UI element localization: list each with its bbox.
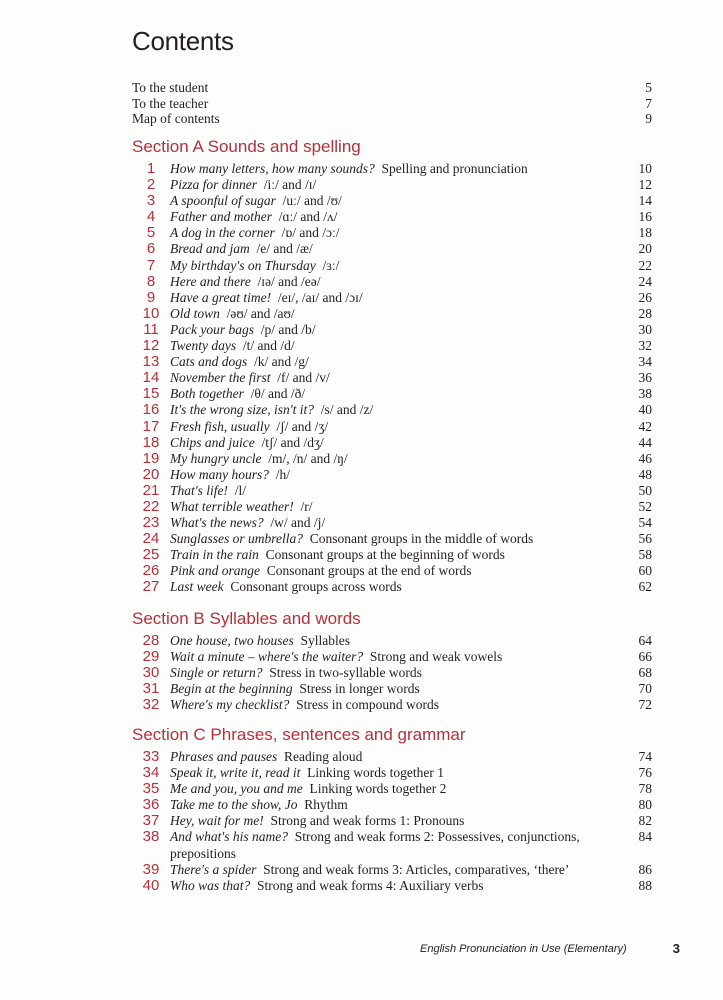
unit-page: 76	[638, 765, 652, 781]
unit-number: 5	[146, 224, 156, 242]
unit-page: 74	[638, 749, 652, 764]
unit-text	[170, 483, 612, 499]
unit-text	[170, 177, 612, 193]
unit-number: 4	[146, 208, 156, 226]
unit-page: 36	[638, 370, 652, 386]
unit-topic: Reading aloud	[284, 749, 363, 764]
unit-title: How many letters, how many sounds?	[170, 161, 375, 176]
unit-text	[170, 862, 612, 878]
unit-topic: Linking words together 1	[307, 765, 444, 781]
unit-topic: /ɪə/ and /eə/	[257, 273, 321, 289]
unit-title: Both together	[170, 386, 244, 402]
unit-page: 48	[638, 466, 652, 482]
unit-title: My hungry uncle	[170, 450, 262, 466]
unit-page: 22	[638, 257, 652, 273]
unit-row[interactable]	[132, 781, 652, 797]
unit-title: What's the news?	[170, 515, 264, 531]
unit-topic: /k/ and /g/	[254, 354, 309, 370]
unit-row[interactable]	[132, 322, 652, 338]
book-title: English Pronunciation in Use (Elementary)	[420, 943, 627, 955]
unit-text	[170, 547, 612, 563]
unit-row[interactable]	[132, 419, 652, 435]
unit-page: 20	[638, 241, 652, 257]
unit-page: 28	[638, 305, 652, 321]
unit-page: 34	[638, 354, 652, 370]
unit-page: 54	[638, 515, 652, 531]
unit-row[interactable]	[132, 386, 652, 402]
unit-page: 70	[638, 681, 652, 697]
unit-text	[170, 225, 612, 241]
unit-topic: Rhythm	[304, 797, 348, 813]
unit-row[interactable]	[132, 435, 652, 451]
unit-topic: Consonant groups in the middle of words	[309, 531, 534, 547]
unit-page: 26	[638, 289, 652, 305]
unit-title: Wait a minute – where's the waiter?	[170, 649, 364, 665]
section-a	[132, 137, 652, 596]
unit-number: 21	[142, 481, 160, 499]
unit-page: 12	[638, 177, 652, 193]
intro-label: To the student	[132, 80, 209, 95]
unit-row[interactable]	[132, 829, 652, 861]
unit-title: Begin at the beginning	[170, 681, 293, 697]
unit-title: Pizza for dinner	[170, 177, 258, 193]
unit-title: Me and you, you and me	[170, 781, 303, 797]
unit-row[interactable]	[132, 862, 652, 878]
unit-number: 24	[142, 530, 160, 548]
unit-topic: /m/, /n/ and /ŋ/	[268, 450, 348, 466]
unit-topic: /iː/ and /ɪ/	[263, 177, 317, 193]
unit-title: My birthday's on Thursday	[170, 257, 316, 273]
unit-number: 33	[142, 748, 160, 765]
unit-number: 13	[142, 353, 160, 371]
unit-text	[170, 765, 612, 781]
unit-page: 62	[638, 579, 652, 595]
unit-row[interactable]	[132, 354, 652, 370]
page-footer	[420, 943, 680, 955]
unit-title: Hey, wait for me!	[170, 813, 264, 829]
unit-page: 88	[638, 877, 652, 893]
unit-text	[170, 386, 612, 402]
unit-number: 20	[142, 465, 160, 483]
unit-page: 68	[638, 665, 652, 681]
unit-topic: /ɜː/	[322, 257, 340, 273]
unit-title: Last week	[170, 579, 224, 595]
unit-page: 32	[638, 338, 652, 354]
unit-row[interactable]	[132, 451, 652, 467]
unit-topic: /s/ and /z/	[320, 402, 374, 418]
intro-page: 9	[645, 111, 652, 127]
unit-text	[170, 813, 612, 829]
unit-topic: Consonant groups across words	[230, 579, 402, 595]
unit-text	[170, 878, 612, 894]
unit-topic: /ɒ/ and /ɔː/	[281, 225, 340, 241]
unit-topic: /p/ and /b/	[260, 321, 316, 337]
unit-text	[170, 241, 612, 257]
unit-number: 34	[142, 764, 160, 782]
unit-title: How many hours?	[170, 466, 270, 482]
unit-number: 19	[142, 449, 160, 467]
unit-title: Have a great time!	[170, 289, 272, 305]
unit-row[interactable]	[132, 547, 652, 563]
unit-number: 8	[146, 272, 156, 290]
intro-item[interactable]	[132, 80, 652, 96]
unit-row[interactable]	[132, 258, 652, 274]
unit-number: 40	[142, 876, 160, 894]
unit-number: 31	[142, 680, 160, 698]
unit-number: 17	[142, 417, 160, 435]
unit-row[interactable]	[132, 649, 652, 665]
unit-row[interactable]	[132, 338, 652, 354]
unit-number: 14	[142, 369, 160, 387]
unit-row[interactable]	[132, 241, 652, 257]
unit-topic: /tʃ/ and /dʒ/	[261, 434, 324, 450]
intro-page: 7	[645, 95, 652, 111]
unit-number: 23	[142, 514, 160, 532]
unit-text	[170, 370, 612, 386]
unit-number: 37	[142, 812, 160, 830]
unit-number: 12	[142, 337, 160, 355]
unit-topic: Stress in two-syllable words	[269, 665, 422, 681]
unit-number: 38	[142, 828, 160, 846]
unit-title: Father and mother	[170, 209, 272, 225]
unit-page: 24	[638, 273, 652, 289]
unit-title: Who was that?	[170, 877, 251, 893]
unit-number: 35	[142, 780, 160, 798]
unit-topic: /t/ and /d/	[242, 338, 295, 354]
unit-page: 30	[638, 321, 652, 337]
unit-row[interactable]	[132, 274, 652, 290]
section-b	[132, 609, 652, 713]
section-c	[132, 725, 652, 894]
unit-row[interactable]	[132, 193, 652, 209]
unit-title: That's life!	[170, 482, 229, 498]
unit-number: 26	[142, 562, 160, 580]
unit-topic: Strong and weak forms 3: Articles, comparatives, ‘there’	[263, 861, 570, 877]
unit-number: 27	[142, 578, 160, 596]
unit-page: 60	[638, 563, 652, 579]
unit-number: 25	[142, 546, 160, 564]
section-heading: Section A Sounds and spelling	[132, 137, 361, 156]
unit-text	[170, 354, 612, 370]
unit-page: 38	[638, 386, 652, 402]
unit-row[interactable]	[132, 813, 652, 829]
unit-number: 18	[142, 433, 160, 451]
intro-list	[132, 80, 652, 127]
unit-row[interactable]	[132, 209, 652, 225]
unit-text	[170, 531, 612, 547]
unit-text	[170, 290, 612, 306]
unit-text	[170, 649, 612, 665]
unit-row[interactable]	[132, 515, 652, 531]
unit-topic: Stress in compound words	[296, 697, 439, 713]
unit-row[interactable]	[132, 402, 652, 418]
unit-number: 29	[142, 648, 160, 666]
unit-title: A spoonful of sugar	[170, 193, 276, 209]
unit-number: 2	[146, 176, 156, 194]
unit-row[interactable]	[132, 483, 652, 499]
unit-row[interactable]	[132, 306, 652, 322]
unit-text	[170, 681, 612, 697]
unit-row[interactable]	[132, 467, 652, 483]
unit-title: It's the wrong size, isn't it?	[170, 402, 315, 418]
unit-topic: /ʃ/ and /ʒ/	[276, 418, 329, 434]
unit-topic: /l/	[234, 482, 247, 498]
unit-number: 10	[142, 304, 160, 322]
unit-page: 66	[638, 649, 652, 665]
unit-text	[170, 579, 612, 595]
unit-page: 86	[638, 861, 652, 877]
unit-title: A dog in the corner	[170, 225, 275, 241]
unit-topic: /h/	[275, 466, 291, 482]
unit-page: 84	[638, 829, 652, 845]
unit-title: Bread and jam	[170, 241, 250, 257]
unit-topic: Syllables	[300, 633, 350, 648]
unit-number: 28	[142, 632, 160, 649]
unit-title: And what's his name?	[170, 829, 289, 845]
unit-topic: Spelling and pronunciation	[381, 161, 528, 176]
unit-row[interactable]	[132, 370, 652, 386]
page-title: Contents	[132, 26, 234, 56]
unit-title: Chips and juice	[170, 434, 255, 450]
unit-number: 3	[146, 192, 156, 210]
unit-page: 42	[638, 418, 652, 434]
unit-page: 56	[638, 531, 652, 547]
unit-row[interactable]	[132, 633, 652, 649]
unit-title: What terrible weather!	[170, 498, 294, 514]
unit-row[interactable]	[132, 765, 652, 781]
unit-topic: Consonant groups at the end of words	[266, 563, 472, 579]
intro-item[interactable]	[132, 96, 652, 112]
unit-text	[170, 781, 612, 797]
unit-row[interactable]	[132, 499, 652, 515]
unit-topic: /əʊ/ and /aʊ/	[226, 305, 295, 321]
unit-text	[170, 402, 612, 418]
unit-title: One house, two houses	[170, 633, 294, 648]
unit-text	[170, 338, 612, 354]
unit-row[interactable]	[132, 878, 652, 894]
unit-title: Cats and dogs	[170, 354, 248, 370]
unit-page: 72	[638, 697, 652, 713]
unit-row[interactable]	[132, 579, 652, 595]
unit-topic: Strong and weak forms 4: Auxiliary verbs	[257, 877, 484, 893]
unit-text	[170, 633, 612, 649]
unit-row[interactable]	[132, 161, 652, 177]
unit-page: 64	[638, 633, 652, 648]
intro-page: 5	[645, 80, 652, 95]
unit-page: 58	[638, 547, 652, 563]
unit-page: 44	[638, 434, 652, 450]
unit-number: 9	[146, 288, 156, 306]
unit-text	[170, 499, 612, 515]
unit-row[interactable]	[132, 563, 652, 579]
unit-title: Here and there	[170, 273, 251, 289]
unit-title: Phrases and pauses	[170, 749, 278, 764]
unit-row[interactable]	[132, 290, 652, 306]
unit-title: Where's my checklist?	[170, 697, 290, 713]
unit-row[interactable]	[132, 681, 652, 697]
unit-topic: /f/ and /v/	[277, 370, 330, 386]
unit-title: Take me to the show, Jo	[170, 797, 298, 813]
unit-row[interactable]	[132, 749, 652, 765]
unit-text	[170, 274, 612, 290]
unit-text	[170, 193, 612, 209]
unit-text	[170, 697, 612, 713]
unit-page: 40	[638, 402, 652, 418]
unit-topic: Strong and weak vowels	[369, 649, 503, 665]
unit-title: Old town	[170, 305, 220, 321]
unit-text	[170, 419, 612, 435]
unit-topic: /uː/ and /ʊ/	[282, 193, 342, 209]
unit-text	[170, 749, 612, 765]
unit-row[interactable]	[132, 697, 652, 713]
unit-number: 36	[142, 796, 160, 814]
unit-row[interactable]	[132, 797, 652, 813]
intro-label: To the teacher	[132, 95, 209, 111]
unit-page: 14	[638, 193, 652, 209]
unit-title: November the first	[170, 370, 271, 386]
unit-number: 15	[142, 385, 160, 403]
unit-number: 6	[146, 240, 156, 258]
unit-row[interactable]	[132, 225, 652, 241]
unit-page: 46	[638, 450, 652, 466]
unit-title: Twenty days	[170, 338, 237, 354]
unit-text	[170, 435, 612, 451]
unit-text	[170, 322, 612, 338]
unit-page: 50	[638, 482, 652, 498]
unit-topic: Strong and weak forms 1: Pronouns	[270, 813, 465, 829]
unit-number: 1	[146, 160, 156, 177]
page-number: 3	[672, 941, 680, 956]
unit-text	[170, 829, 612, 861]
unit-topic: Strong and weak forms 2: Possessives, conjunctions, prepositions	[170, 829, 580, 861]
unit-title: Speak it, write it, read it	[170, 765, 301, 781]
unit-text	[170, 161, 612, 177]
unit-page: 10	[638, 161, 652, 176]
unit-page: 52	[638, 498, 652, 514]
unit-page: 82	[638, 813, 652, 829]
unit-topic: /eɪ/, /aɪ/ and /ɔɪ/	[277, 289, 363, 305]
unit-row[interactable]	[132, 531, 652, 547]
unit-topic: Consonant groups at the beginning of words	[265, 547, 505, 563]
unit-title: Pink and orange	[170, 563, 260, 579]
unit-number: 39	[142, 860, 160, 878]
unit-topic: Stress in longer words	[299, 681, 420, 697]
section-heading: Section B Syllables and words	[132, 609, 361, 628]
unit-number: 22	[142, 497, 160, 515]
unit-title: There's a spider	[170, 861, 257, 877]
unit-text	[170, 467, 612, 483]
intro-label: Map of contents	[132, 111, 220, 127]
unit-title: Train in the rain	[170, 547, 259, 563]
unit-page: 78	[638, 781, 652, 797]
unit-text	[170, 451, 612, 467]
unit-number: 7	[146, 256, 156, 274]
unit-number: 32	[142, 696, 160, 714]
unit-page: 18	[638, 225, 652, 241]
unit-title: Pack your bags	[170, 321, 254, 337]
unit-text	[170, 515, 612, 531]
unit-topic: /r/	[300, 498, 313, 514]
unit-text	[170, 258, 612, 274]
unit-text	[170, 797, 612, 813]
unit-topic: /e/ and /æ/	[256, 241, 313, 257]
unit-topic: /w/ and /j/	[270, 515, 326, 531]
unit-page: 16	[638, 209, 652, 225]
unit-row[interactable]	[132, 665, 652, 681]
section-heading: Section C Phrases, sentences and grammar	[132, 725, 466, 744]
unit-title: Sunglasses or umbrella?	[170, 531, 304, 547]
unit-number: 16	[142, 401, 160, 419]
unit-number: 11	[143, 320, 159, 338]
unit-title: Single or return?	[170, 665, 263, 681]
unit-text	[170, 209, 612, 225]
unit-topic: Linking words together 2	[309, 781, 447, 797]
unit-row[interactable]	[132, 177, 652, 193]
unit-title: Fresh fish, usually	[170, 418, 270, 434]
unit-topic: /θ/ and /ð/	[250, 386, 306, 402]
intro-item[interactable]	[132, 111, 652, 127]
unit-text	[170, 306, 612, 322]
unit-text	[170, 665, 612, 681]
unit-page: 80	[638, 797, 652, 813]
unit-text	[170, 563, 612, 579]
unit-number: 30	[142, 664, 160, 682]
unit-topic: /ɑː/ and /ʌ/	[278, 209, 338, 225]
